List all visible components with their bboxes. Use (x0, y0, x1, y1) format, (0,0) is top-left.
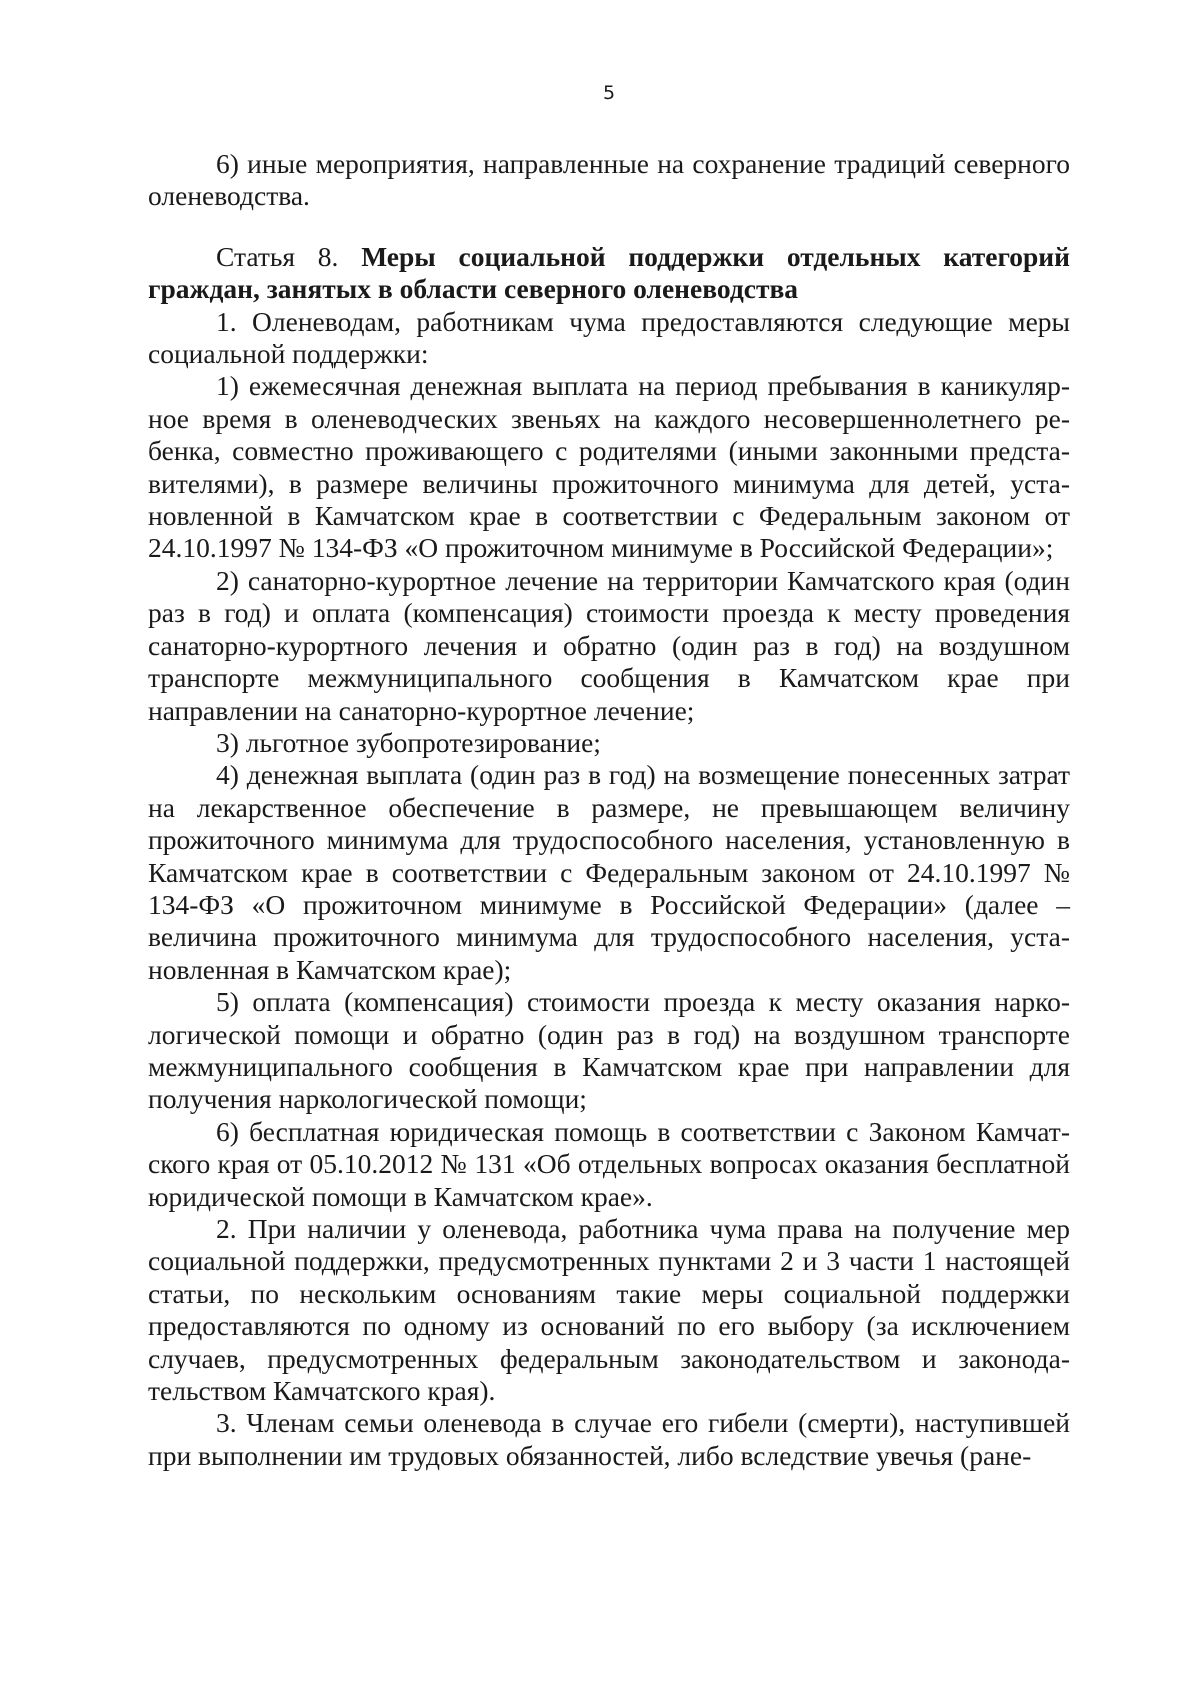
document-page (148, 0, 1070, 1698)
article-title: Меры социальной поддержки отдельных категорий граждан, занятых в области северного оленеводства (148, 240, 1070, 305)
article-heading (148, 241, 1070, 306)
document-body (148, 148, 1070, 1472)
part-1-lead: 1. Оленеводам, работникам чума предоставляются следующие меры социальной поддержки: (148, 305, 1070, 370)
section-spacer (148, 213, 1070, 241)
part-1-item-6: 6) бесплатная юридическая помощь в соответствии с Законом Камчатского края от 05.10.2012 № 131 «Об отдельных вопросах оказания бесплатной юридической помощи в Камчатском крае». (148, 1115, 1070, 1212)
part-1-item-3: 3) льготное зубопротезирование; (216, 726, 601, 758)
part-3-paragraph: 3. Членам семьи оленевода в случае его гибели (смерти), наступившей при выполнении им трудовых обязанностей, либо вследствие увечья (ране- (148, 1407, 1070, 1471)
part-1-item-5: 5) оплата (компенсация) стоимости проезда к месту оказания наркологической помощи и обратно (один раз в год) на воздушном транспорте межмуниципального сообщения в Камчатском крае при направлении для получения наркологической помощи; (148, 986, 1070, 1115)
page-number: 5 (602, 82, 616, 104)
article-label: Статья 8. (216, 240, 339, 272)
part-2-paragraph: 2. При наличии у оленевода, работника чума права на получение мер социальной поддержки, предусмотренных пунктами 2 и 3 части 1 настоящей статьи, по нескольким основаниям такие меры социальной поддержки предоставляются по одному из оснований по его выбору (за исключением случаев, предусмотренных федеральным законодательством и законодательством Камчатского края). (148, 1213, 1070, 1407)
part-1-item-2: 2) санаторно-курортное лечение на территории Камчатского края (один раз в год) и оплата (компенсация) стоимости проезда к месту проведения санаторно-курортного лечения и обратно (один раз в год) на воздушном транспорте межмуниципального сообщения в Камчатском крае при направлении на санаторно-курортное лечение; (148, 564, 1070, 726)
part-1-item-4: 4) денежная выплата (один раз в год) на возмещение понесенных затрат на лекарственное обеспечение в размере, не превышающем величину прожиточного минимума для трудоспособного населения, установленную в Камчатском крае в соответствии с Федеральным законом от 24.10.1997 № 134-ФЗ «О прожиточном минимуме в Российской Федерации» (далее – величина прожиточного минимума для трудоспособного населения, установленная в Камчатском крае); (148, 759, 1070, 985)
intro-list-item: 6) иные мероприятия, направленные на сохранение традиций северного оленеводства. (148, 148, 1070, 212)
part-1-item-1: 1) ежемесячная денежная выплата на период пребывания в каникулярное время в оленеводческих звеньях на каждого несовершеннолетнего ребенка, совместно проживающего с родителями (иными законными представителями), в размере величины прожиточного минимума для детей, установленной в Камчатском крае в соответствии с Федеральным законом от 24.10.1997 № 134-ФЗ «О прожиточном минимуме в Российской Федерации»; (148, 370, 1070, 564)
